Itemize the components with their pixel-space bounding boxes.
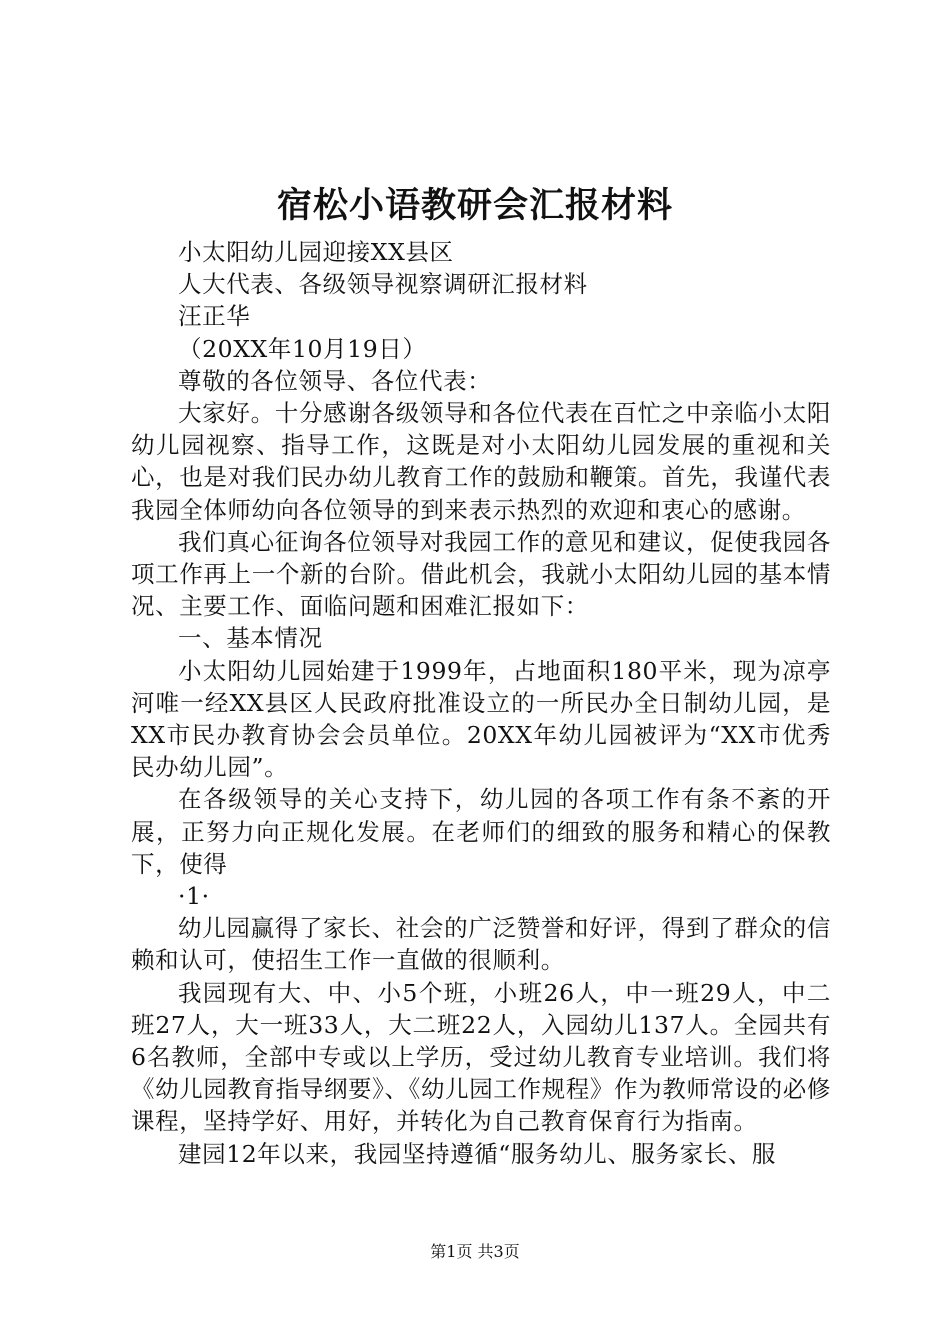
paragraph-2: 人大代表、各级领导视察调研汇报材料 [178,270,588,299]
paragraph-4: （20XX年10月19日） [178,334,427,363]
paragraph-7: 我们真心征询各位领导对我园工作的意见和建议，促使我园各项工作再上一个新的台阶。借此机会，我就小太阳幼儿园的基本情况、主要工作、面临问题和困难汇报如下： [131,527,831,621]
paragraph-3: 汪正华 [178,302,251,331]
paragraph-12: 我园现有大、中、小5个班，小班26人，中一班29人，中二班27人，大一班33人，大二班22人，入园幼儿137人。全园共有6名教师，全部中专或以上学历，受过幼儿教育专业培训。我们将《幼儿园教育指导纲要》、《幼儿园工作规程》作为教师常设的必修课程，坚持学好、用好，并转化为自己教育保育行为指南。 [131,978,831,1136]
paragraph-1: 小太阳幼儿园迎接XX县区 [178,238,454,266]
paragraph-8: 一、基本情况 [178,624,323,653]
document-title: 宿松小语教研会汇报材料 [276,185,673,226]
paragraph-9: 小太阳幼儿园始建于1999年，占地面积180平米，现为凉亭河唯一经XX县区人民政府批准设立的一所民办全日制幼儿园，是XX市民办教育协会会员单位。20XX年幼儿园被评为“XX市优秀民办幼儿园”。 [131,656,831,782]
document-body [131,236,831,1170]
paragraph-13: 建园12年以来，我园坚持遵循“服务幼儿、服务家长、服 [178,1139,777,1168]
paragraph-10: 在各级领导的关心支持下，幼儿园的各项工作有条不紊的开展，正努力向正规化发展。在老师们的细致的服务和精心的保教下，使得 [131,785,831,878]
page-marker: ·1· [178,882,210,911]
paragraph-6: 大家好。十分感谢各级领导和各位代表在百忙之中亲临小太阳幼儿园视察、指导工作，这既是对小太阳幼儿园发展的重视和关心，也是对我们民办幼儿教育工作的鼓励和鞭策。首先，我谨代表我园全体师幼向各位领导的到来表示热烈的欢迎和衷心的感谢。 [131,399,831,524]
page-footer: 第1页 共3页 [430,1242,520,1261]
paragraph-11: 幼儿园赢得了家长、社会的广泛赞誉和好评，得到了群众的信赖和认可，使招生工作一直做的很顺利。 [131,914,831,975]
paragraph-5: 尊敬的各位领导、各位代表： [178,366,492,395]
